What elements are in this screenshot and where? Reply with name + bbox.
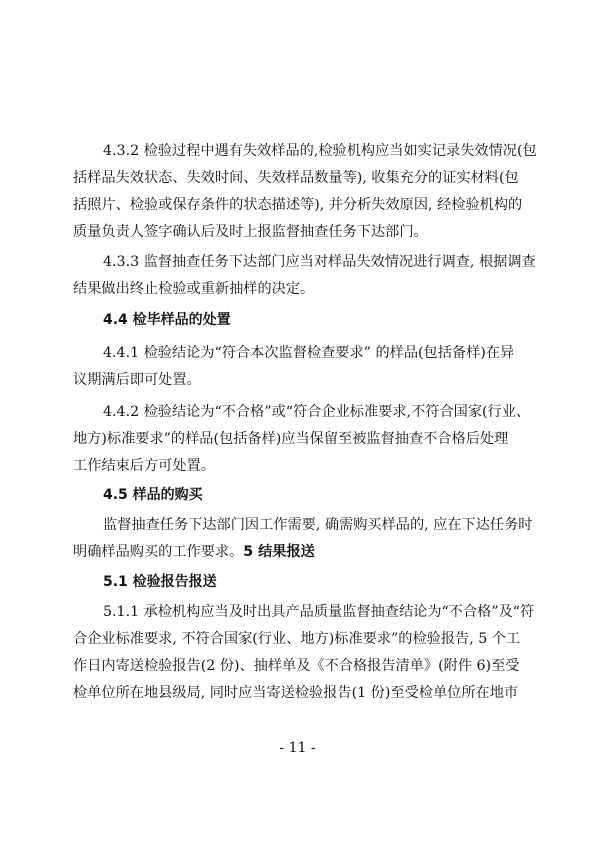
section-heading-5: 5 结果报送: [243, 544, 315, 560]
paragraph-5-1-1-line-1: 5.1.1 承检机构应当及时出具产品质量监督抽查结论为“不合格”及“符: [103, 604, 535, 620]
paragraph-5-1-1-line-3: 作日内寄送检验报告(2 份)、抽样单及《不合格报告清单》(附件 6)至受: [73, 658, 520, 674]
paragraph-4-4-1-line-2: 议期满后即可处置。: [73, 372, 201, 388]
paragraph-4-4-2-line-2: 地方)标准要求”的样品(包括备样)应当保留至被监督抽查不合格后处理: [73, 431, 509, 447]
paragraph-4-3-2-line-3: 括照片、检验或保存条件的状态描述等), 并分析失效原因, 经检验机构的: [73, 197, 523, 213]
paragraph-4-3-3-line-1: 4.3.3 监督抽查任务下达部门应当对样品失效情况进行调查, 根据调查: [103, 254, 536, 270]
paragraph-4-4-1-line-1: 4.4.1 检验结论为“符合本次监督检查要求” 的样品(包括备样)在异: [103, 345, 515, 361]
paragraph-4-3-3-line-2: 结果做出终止检验或重新抽样的决定。: [73, 281, 315, 297]
paragraph-4-5-line-1: 监督抽查任务下达部门因工作需要, 确需购买样品的, 应在下达任务时: [103, 517, 533, 533]
paragraph-5-1-1-line-4: 检单位所在地县级局, 同时应当寄送检验报告(1 份)至受检单位所在地市: [73, 685, 519, 701]
paragraph-4-3-2-line-4: 质量负责人签字确认后及时上报监督抽查任务下达部门。: [73, 224, 428, 240]
paragraph-5-1-1-line-2: 合企业标准要求, 不符合国家(行业、地方)标准要求”的检验报告, 5 个工: [73, 631, 521, 647]
section-heading-4-5: 4.5 样品的购买: [103, 487, 203, 503]
section-heading-5-1: 5.1 检验报告报送: [103, 574, 217, 590]
page-number: - 11 -: [279, 740, 316, 756]
paragraph-4-3-2-line-2: 括样品失效状态、失效时间、失效样品数量等), 收集充分的证实材料(包: [73, 170, 519, 186]
paragraph-4-4-2-line-1: 4.4.2 检验结论为“不合格”或“符合企业标准要求,不符合国家(行业、: [103, 404, 531, 420]
paragraph-4-5-line-2: [73, 542, 528, 562]
paragraph-4-5-line-2-text: 明确样品购买的工作要求。: [73, 544, 244, 560]
paragraph-4-3-2-line-1: 4.3.2 检验过程中遇有失效样品的,检验机构应当如实记录失效情况(包: [103, 143, 537, 159]
paragraph-4-4-2-line-3: 工作结束后方可处置。: [73, 458, 215, 474]
section-heading-4-4: 4.4 检毕样品的处置: [103, 312, 231, 328]
